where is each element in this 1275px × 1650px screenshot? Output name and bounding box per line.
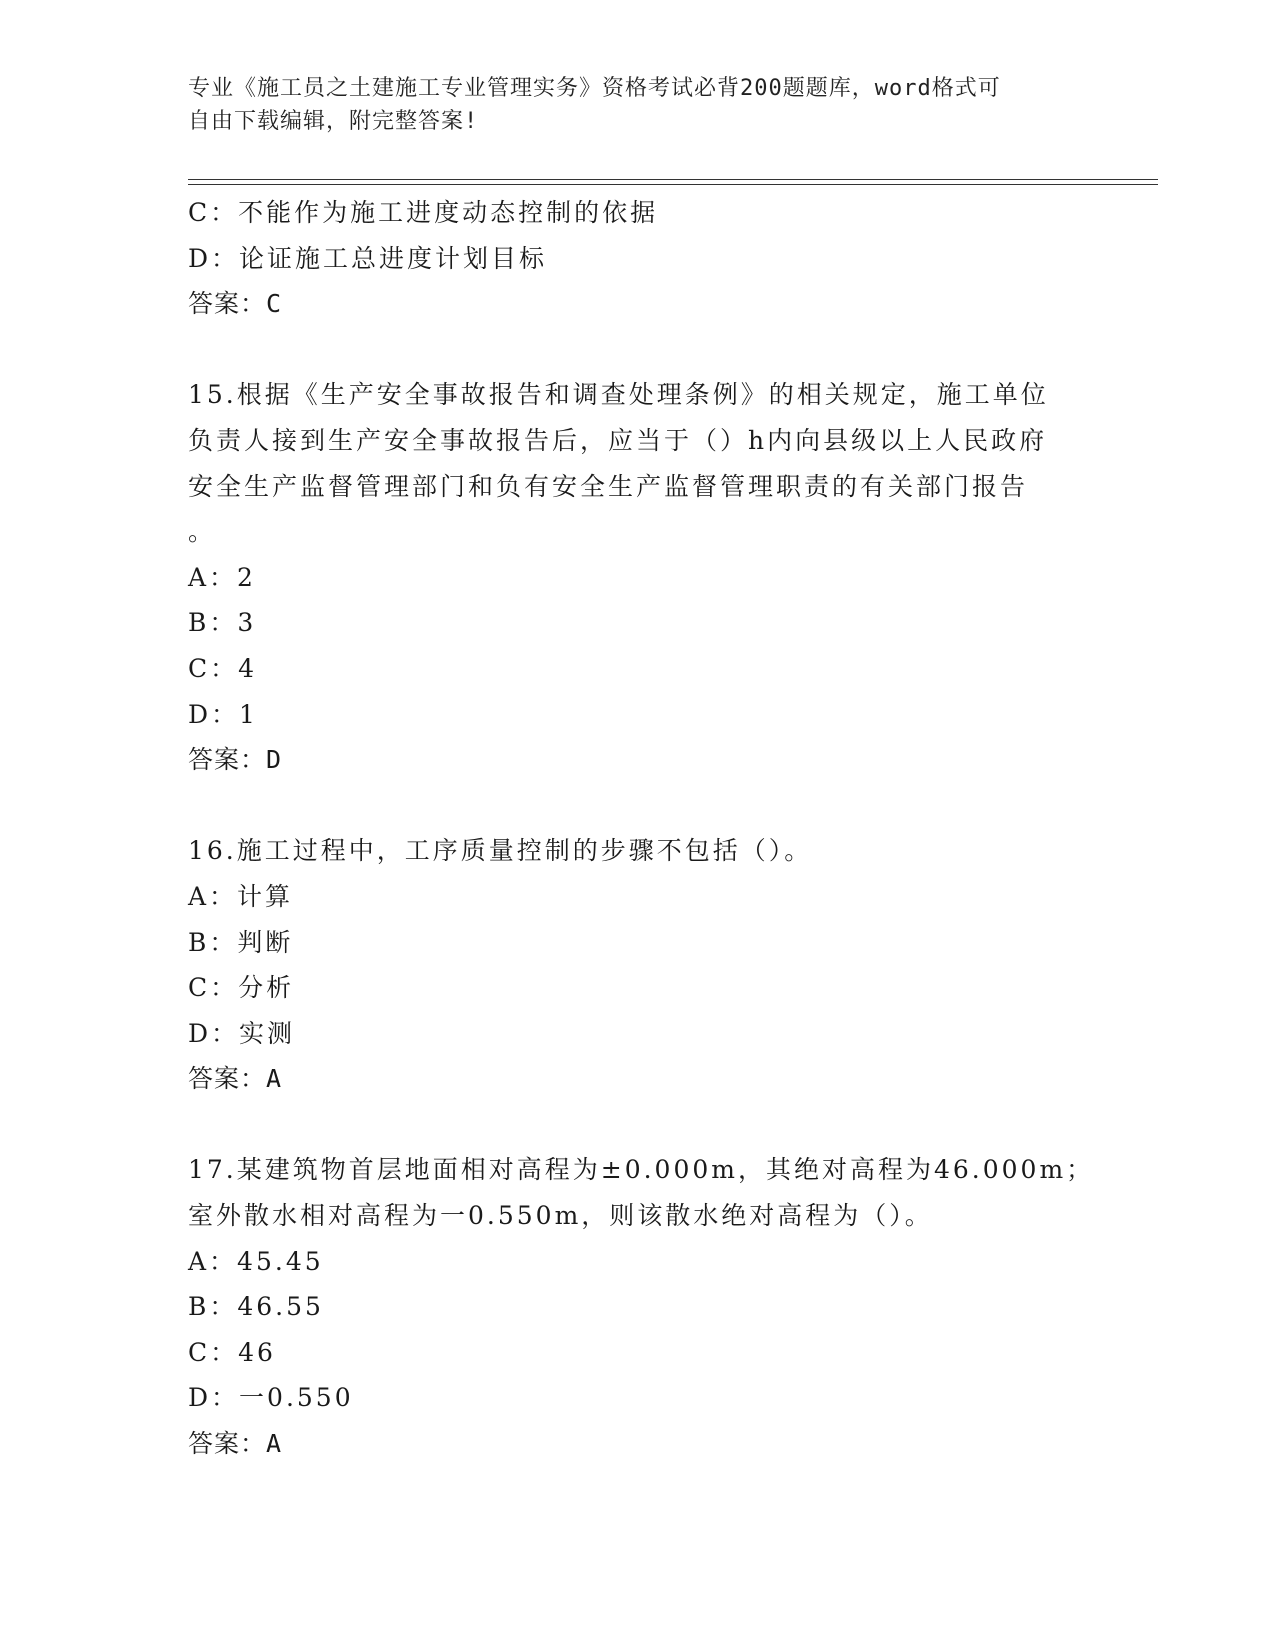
question-16 xyxy=(188,828,1088,1102)
question-list xyxy=(188,190,1095,1467)
question-stem-line: 室外散水相对高程为一0.550m，则该散水绝对高程为（）。 xyxy=(188,1201,933,1231)
question-stem-line: 15.根据《生产安全事故报告和调查处理条例》的相关规定，施工单位 xyxy=(188,380,1049,410)
option-a: A：计算 xyxy=(188,881,294,911)
prev-question-block xyxy=(188,190,1088,327)
answer-line: 答案：A xyxy=(188,1064,283,1094)
option-c: C：不能作为施工进度动态控制的依据 xyxy=(188,198,659,227)
option-d: D：论证施工总进度计划目标 xyxy=(188,243,548,273)
header-divider-top xyxy=(188,179,1158,180)
answer-line: 答案：A xyxy=(188,1429,283,1459)
question-17 xyxy=(188,1147,1095,1466)
option-a: A：45.45 xyxy=(188,1246,324,1276)
option-b: B：46.55 xyxy=(188,1292,324,1322)
option-d: D：一0.550 xyxy=(188,1383,354,1413)
question-stem-line: 17.某建筑物首层地面相对高程为±0.000m，其绝对高程为46.000m； xyxy=(188,1155,1095,1185)
option-a: A：2 xyxy=(188,562,256,592)
question-stem-line: 负责人接到生产安全事故报告后，应当于（）h内向县级以上人民政府 xyxy=(188,425,1048,455)
option-c: C：46 xyxy=(188,1337,276,1367)
question-stem-line: 。 xyxy=(188,517,217,547)
spacer xyxy=(188,1102,1088,1148)
spacer xyxy=(188,327,1088,373)
option-d: D：1 xyxy=(188,699,258,729)
spacer xyxy=(188,783,1088,829)
option-d: D：实测 xyxy=(188,1018,296,1048)
question-stem-line: 安全生产监督管理部门和负有安全生产监督管理职责的有关部门报告 xyxy=(188,471,1029,501)
header-divider-bottom xyxy=(188,184,1158,185)
option-b: B：判断 xyxy=(188,927,294,957)
question-15 xyxy=(188,372,1088,782)
header-line-1: 专业《施工员之土建施工专业管理实务》资格考试必背200题题库，word格式可 xyxy=(188,76,1001,101)
option-c: C：分析 xyxy=(188,973,295,1003)
option-b: B：3 xyxy=(188,608,257,638)
question-stem-line: 16.施工过程中，工序质量控制的步骤不包括（）。 xyxy=(188,836,813,866)
header-line-2: 自由下载编辑，附完整答案! xyxy=(188,109,479,134)
document-header xyxy=(188,72,1068,138)
answer-line: 答案：C xyxy=(188,289,283,319)
option-c: C：4 xyxy=(188,653,258,683)
answer-line: 答案：D xyxy=(188,745,283,775)
